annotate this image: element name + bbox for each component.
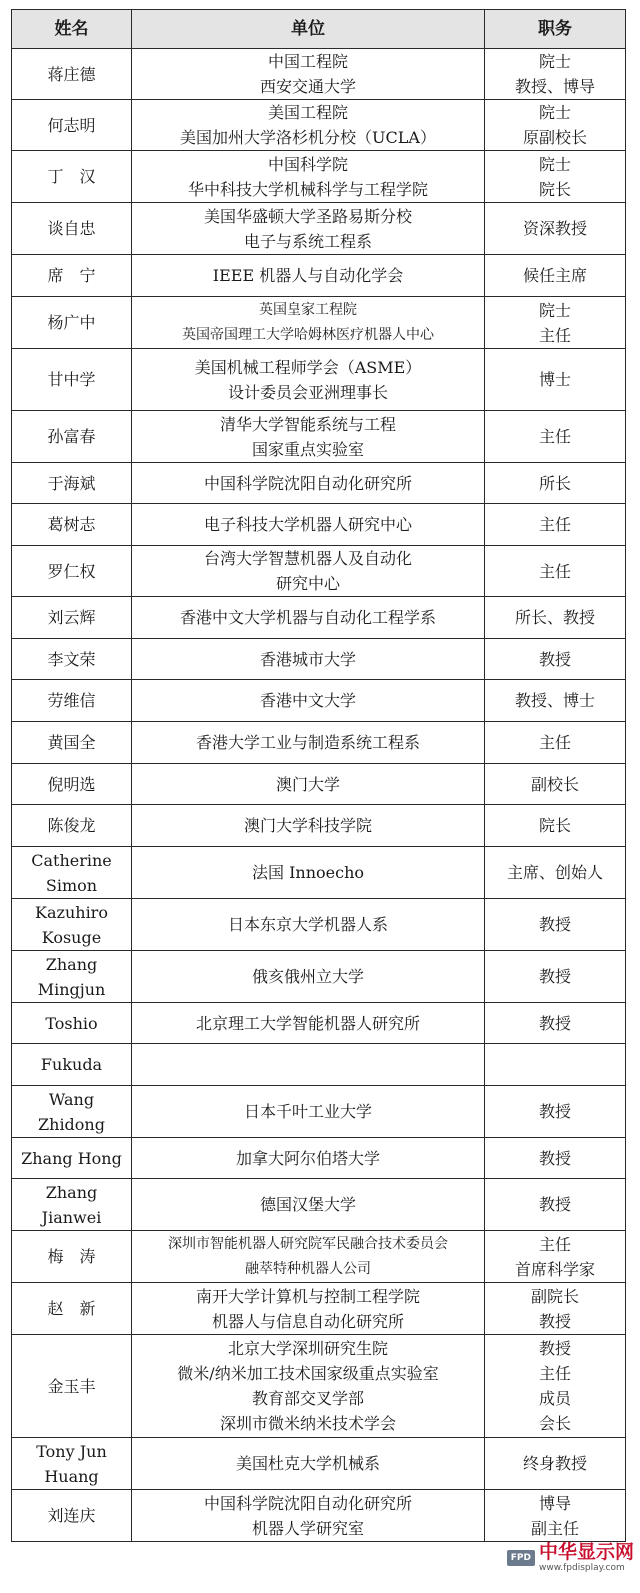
name-cell <box>12 764 132 805</box>
table-row <box>12 297 626 349</box>
unit-line: 北京大学深圳研究生院 <box>227 1339 388 1358</box>
table-row <box>12 680 626 722</box>
unit-cell <box>132 297 485 349</box>
unit-cell <box>132 255 485 297</box>
position-cell <box>485 1335 626 1438</box>
unit-line: 中国科学院沈阳自动化研究所 <box>203 473 412 493</box>
name-line: 倪明选 <box>47 774 96 794</box>
position-cell <box>485 1086 626 1138</box>
position-line: 教授、博士 <box>514 691 595 710</box>
unit-line: 融萃特种机器人公司 <box>245 1260 371 1277</box>
name-line: 何志明 <box>47 115 96 135</box>
name-line: Wang <box>48 1089 95 1109</box>
name-cell <box>12 951 132 1003</box>
name-line: Zhang <box>45 1182 98 1202</box>
position-line: 会长 <box>538 1414 571 1433</box>
name-line: 刘连庆 <box>47 1506 96 1525</box>
unit-cell <box>132 805 485 847</box>
position-line: 教授 <box>538 967 571 986</box>
unit-cell <box>132 1231 485 1283</box>
name-cell <box>12 463 132 504</box>
name-cell <box>12 349 132 411</box>
unit-line: 美国加州大学洛杉机分校（UCLA） <box>180 128 436 147</box>
position-cell <box>485 463 626 504</box>
table-row <box>12 255 626 297</box>
unit-line: 加拿大阿尔伯塔大学 <box>235 1148 380 1168</box>
unit-line: 美国华盛顿大学圣路易斯分校 <box>203 206 412 226</box>
position-cell <box>485 639 626 680</box>
unit-cell <box>132 680 485 722</box>
position-line: 博导 <box>538 1493 571 1513</box>
table-row <box>12 899 626 951</box>
table-row <box>12 151 626 203</box>
name-cell <box>12 49 132 100</box>
name-cell <box>12 297 132 349</box>
position-line: 所长 <box>538 473 571 493</box>
position-cell <box>485 349 626 411</box>
unit-line: 清华大学智能系统与工程 <box>219 414 396 434</box>
watermark-text <box>539 1542 634 1573</box>
unit-line: 机器人学研究室 <box>251 1518 364 1538</box>
header-row <box>12 10 626 49</box>
unit-line: 美国工程院 <box>267 103 348 122</box>
position-line: 教授 <box>538 649 571 669</box>
position-line: 副院长 <box>530 1286 579 1306</box>
position-line: 教授 <box>538 1148 571 1168</box>
position-line: 教授 <box>538 1102 571 1121</box>
name-cell <box>12 722 132 764</box>
name-cell <box>12 899 132 951</box>
position-line: 主任 <box>538 1364 571 1383</box>
unit-line: 华中科技大学机械科学与工程学院 <box>187 179 428 199</box>
table-row <box>12 1003 626 1044</box>
table-row <box>12 764 626 805</box>
name-cell <box>12 1438 132 1490</box>
position-cell <box>485 1044 626 1086</box>
name-line: Tony Jun <box>36 1441 107 1461</box>
site-watermark <box>507 1542 634 1573</box>
name-cell <box>12 847 132 899</box>
unit-cell <box>132 1490 485 1542</box>
unit-line: 香港中文大学 <box>259 691 356 710</box>
name-line: Simon <box>45 875 98 895</box>
position-line: 教授、博导 <box>514 77 595 96</box>
name-line: 劳维信 <box>47 691 96 710</box>
name-cell <box>12 805 132 847</box>
position-cell <box>485 203 626 255</box>
position-line: 首席科学家 <box>514 1259 595 1279</box>
unit-cell <box>132 1086 485 1138</box>
name-line: Zhang Hong <box>21 1148 122 1168</box>
table-row <box>12 1438 626 1490</box>
unit-line: 法国 Innoecho <box>251 863 365 882</box>
position-cell <box>485 1283 626 1335</box>
table-row <box>12 951 626 1003</box>
name-cell <box>12 597 132 639</box>
unit-line: 香港大学工业与制造系统工程系 <box>195 733 420 752</box>
table-row <box>12 349 626 411</box>
unit-line: 教育部交叉学部 <box>251 1389 364 1408</box>
position-line: 教授 <box>538 915 571 934</box>
position-line: 所长、教授 <box>514 608 595 627</box>
unit-line: 德国汉堡大学 <box>259 1195 356 1214</box>
unit-line: 日本东京大学机器人系 <box>227 915 388 934</box>
unit-line: 北京理工大学智能机器人研究所 <box>195 1013 420 1033</box>
name-cell <box>12 639 132 680</box>
name-line: Toshio <box>45 1013 98 1033</box>
table-body <box>12 49 626 1542</box>
table-row <box>12 1283 626 1335</box>
position-line: 院长 <box>538 179 571 199</box>
table-row <box>12 805 626 847</box>
unit-line: IEEE 机器人与自动化学会 <box>212 266 404 285</box>
name-cell <box>12 255 132 297</box>
name-line: Jianwei <box>41 1207 102 1227</box>
position-cell <box>485 1138 626 1179</box>
name-cell <box>12 680 132 722</box>
name-line: 席宁 <box>47 266 112 285</box>
name-line: 刘云辉 <box>47 608 96 627</box>
position-cell <box>485 411 626 463</box>
unit-line: 香港中文大学机器与自动化工程学系 <box>179 608 436 627</box>
name-line: Huang <box>44 1466 99 1486</box>
position-line: 院士 <box>538 154 571 174</box>
unit-cell <box>132 546 485 597</box>
table-row <box>12 463 626 504</box>
position-line: 副校长 <box>530 774 579 794</box>
table-row <box>12 1490 626 1542</box>
unit-cell <box>132 1003 485 1044</box>
table-row <box>12 411 626 463</box>
name-line: Mingjun <box>37 979 106 999</box>
position-cell <box>485 805 626 847</box>
table-row <box>12 1138 626 1179</box>
name-line: 金玉丰 <box>47 1376 96 1396</box>
position-line: 教授 <box>538 1339 571 1358</box>
unit-line: 机器人与信息自动化研究所 <box>211 1311 404 1331</box>
position-cell <box>485 722 626 764</box>
unit-line: 深圳市智能机器人研究院军民融合技术委员会 <box>168 1235 448 1252</box>
position-cell <box>485 597 626 639</box>
unit-line: 澳门大学 <box>275 774 340 794</box>
header-name: 姓名 <box>12 10 132 49</box>
members-table <box>11 9 626 1542</box>
position-cell <box>485 899 626 951</box>
unit-cell <box>132 847 485 899</box>
unit-line: 美国杜克大学机械系 <box>235 1454 380 1473</box>
position-line: 主任 <box>538 561 571 581</box>
name-line: 陈俊龙 <box>47 816 96 835</box>
position-cell <box>485 504 626 546</box>
position-cell <box>485 297 626 349</box>
position-cell <box>485 49 626 100</box>
unit-line: 英国帝国理工大学哈姆林医疗机器人中心 <box>182 326 434 343</box>
position-line: 资深教授 <box>522 219 587 238</box>
position-cell <box>485 1003 626 1044</box>
unit-line: 西安交通大学 <box>259 77 356 96</box>
watermark-url: www.fpdisplay.com <box>538 1563 625 1573</box>
unit-line: 中国科学院 <box>267 154 348 174</box>
position-line: 主席、创始人 <box>506 863 603 882</box>
table-row <box>12 722 626 764</box>
name-cell <box>12 546 132 597</box>
name-cell <box>12 504 132 546</box>
name-line: 于海斌 <box>47 473 96 493</box>
position-line: 主任 <box>538 515 571 534</box>
table-row <box>12 639 626 680</box>
position-cell <box>485 847 626 899</box>
unit-line: 电子科技大学机器人研究中心 <box>203 515 412 534</box>
position-cell <box>485 151 626 203</box>
table-row <box>12 49 626 100</box>
unit-line: 英国皇家工程院 <box>259 301 357 318</box>
position-line: 院长 <box>538 816 571 835</box>
unit-cell <box>132 349 485 411</box>
unit-cell <box>132 100 485 151</box>
position-cell <box>485 1179 626 1231</box>
position-line: 成员 <box>538 1389 571 1408</box>
unit-cell <box>132 203 485 255</box>
table-row <box>12 504 626 546</box>
unit-cell <box>132 764 485 805</box>
position-cell <box>485 100 626 151</box>
unit-line: 澳门大学科技学院 <box>243 816 372 835</box>
table-row <box>12 203 626 255</box>
unit-line: 日本千叶工业大学 <box>243 1102 372 1121</box>
position-line: 终身教授 <box>522 1454 587 1473</box>
position-cell <box>485 255 626 297</box>
unit-line: 微米/纳米加工技术国家级重点实验室 <box>177 1364 439 1383</box>
name-line: 谈自忠 <box>47 219 96 238</box>
unit-line: 国家重点实验室 <box>251 439 364 459</box>
position-cell <box>485 951 626 1003</box>
position-cell <box>485 546 626 597</box>
position-line: 候任主席 <box>522 266 587 285</box>
table-row <box>12 1044 626 1086</box>
position-cell <box>485 1438 626 1490</box>
name-line: 罗仁权 <box>47 561 96 581</box>
unit-cell <box>132 49 485 100</box>
name-cell <box>12 1003 132 1044</box>
name-line: Catherine <box>31 850 112 870</box>
unit-line: 研究中心 <box>275 574 340 593</box>
unit-line: 中国工程院 <box>267 52 348 71</box>
position-line: 教授 <box>538 1013 571 1033</box>
unit-cell <box>132 463 485 504</box>
name-line: Kosuge <box>41 927 102 947</box>
name-line: 孙富春 <box>47 427 96 446</box>
position-line: 院士 <box>538 103 571 122</box>
unit-cell <box>132 722 485 764</box>
name-cell <box>12 203 132 255</box>
table-row <box>12 1086 626 1138</box>
position-line: 院士 <box>538 300 571 320</box>
name-cell <box>12 411 132 463</box>
unit-cell <box>132 639 485 680</box>
table-row <box>12 847 626 899</box>
table-row <box>12 1335 626 1438</box>
name-line: 黄国全 <box>47 733 96 752</box>
unit-line: 香港城市大学 <box>259 649 356 669</box>
table-row <box>12 1231 626 1283</box>
name-cell <box>12 1490 132 1542</box>
position-line: 主任 <box>538 733 571 752</box>
name-line: 丁汉 <box>47 167 112 186</box>
name-line: 梅涛 <box>47 1247 112 1266</box>
unit-cell <box>132 1179 485 1231</box>
unit-line: 南开大学计算机与控制工程学院 <box>195 1286 420 1306</box>
position-line: 原副校长 <box>522 128 587 147</box>
name-cell <box>12 1044 132 1086</box>
watermark-title: 中华显示网 <box>538 1541 634 1563</box>
name-cell <box>12 1335 132 1438</box>
name-line: 葛树志 <box>47 515 96 534</box>
name-line: 赵新 <box>47 1299 112 1318</box>
name-line: 杨广中 <box>47 313 96 332</box>
position-line: 教授 <box>538 1311 571 1331</box>
position-line: 院士 <box>538 52 571 71</box>
unit-cell <box>132 1283 485 1335</box>
unit-line: 美国机械工程师学会（ASME） <box>194 357 422 377</box>
unit-cell <box>132 1044 485 1086</box>
unit-line: 台湾大学智慧机器人及自动化 <box>203 549 412 568</box>
unit-cell <box>132 1438 485 1490</box>
name-cell <box>12 1231 132 1283</box>
unit-line: 深圳市微米纳米技术学会 <box>219 1414 396 1433</box>
position-line: 教授 <box>538 1195 571 1214</box>
unit-cell <box>132 1138 485 1179</box>
watermark-logo: FPD <box>507 1550 535 1566</box>
name-line: 蒋庄德 <box>47 64 96 84</box>
name-line: Zhidong <box>38 1114 105 1134</box>
position-cell <box>485 1231 626 1283</box>
position-line: 副主任 <box>530 1518 579 1538</box>
unit-line: 设计委员会亚洲理事长 <box>227 382 388 402</box>
name-cell <box>12 151 132 203</box>
position-cell <box>485 764 626 805</box>
unit-line: 俄亥俄州立大学 <box>251 967 364 986</box>
unit-line: 中国科学院沈阳自动化研究所 <box>203 1493 412 1513</box>
unit-cell <box>132 951 485 1003</box>
position-line: 主任 <box>538 427 571 446</box>
position-cell <box>485 680 626 722</box>
table-row <box>12 1179 626 1231</box>
unit-cell <box>132 899 485 951</box>
unit-line: 电子与系统工程系 <box>243 231 372 251</box>
unit-cell <box>132 151 485 203</box>
table-row <box>12 546 626 597</box>
name-line: Fukuda <box>40 1055 103 1074</box>
position-line: 博士 <box>538 370 571 389</box>
name-line: Kazuhiro <box>35 902 108 922</box>
header-unit: 单位 <box>132 10 485 49</box>
name-cell <box>12 100 132 151</box>
table-row <box>12 100 626 151</box>
table-row <box>12 597 626 639</box>
unit-cell <box>132 411 485 463</box>
header-position: 职务 <box>485 10 626 49</box>
name-cell <box>12 1179 132 1231</box>
unit-cell <box>132 597 485 639</box>
position-line: 主任 <box>538 325 571 345</box>
unit-cell <box>132 1335 485 1438</box>
position-cell <box>485 1490 626 1542</box>
name-cell <box>12 1283 132 1335</box>
unit-cell <box>132 504 485 546</box>
name-cell <box>12 1138 132 1179</box>
name-line: Zhang <box>45 954 98 974</box>
name-line: 李文荣 <box>47 649 96 669</box>
position-line: 主任 <box>538 1234 571 1254</box>
name-line: 甘中学 <box>47 370 96 389</box>
name-cell <box>12 1086 132 1138</box>
